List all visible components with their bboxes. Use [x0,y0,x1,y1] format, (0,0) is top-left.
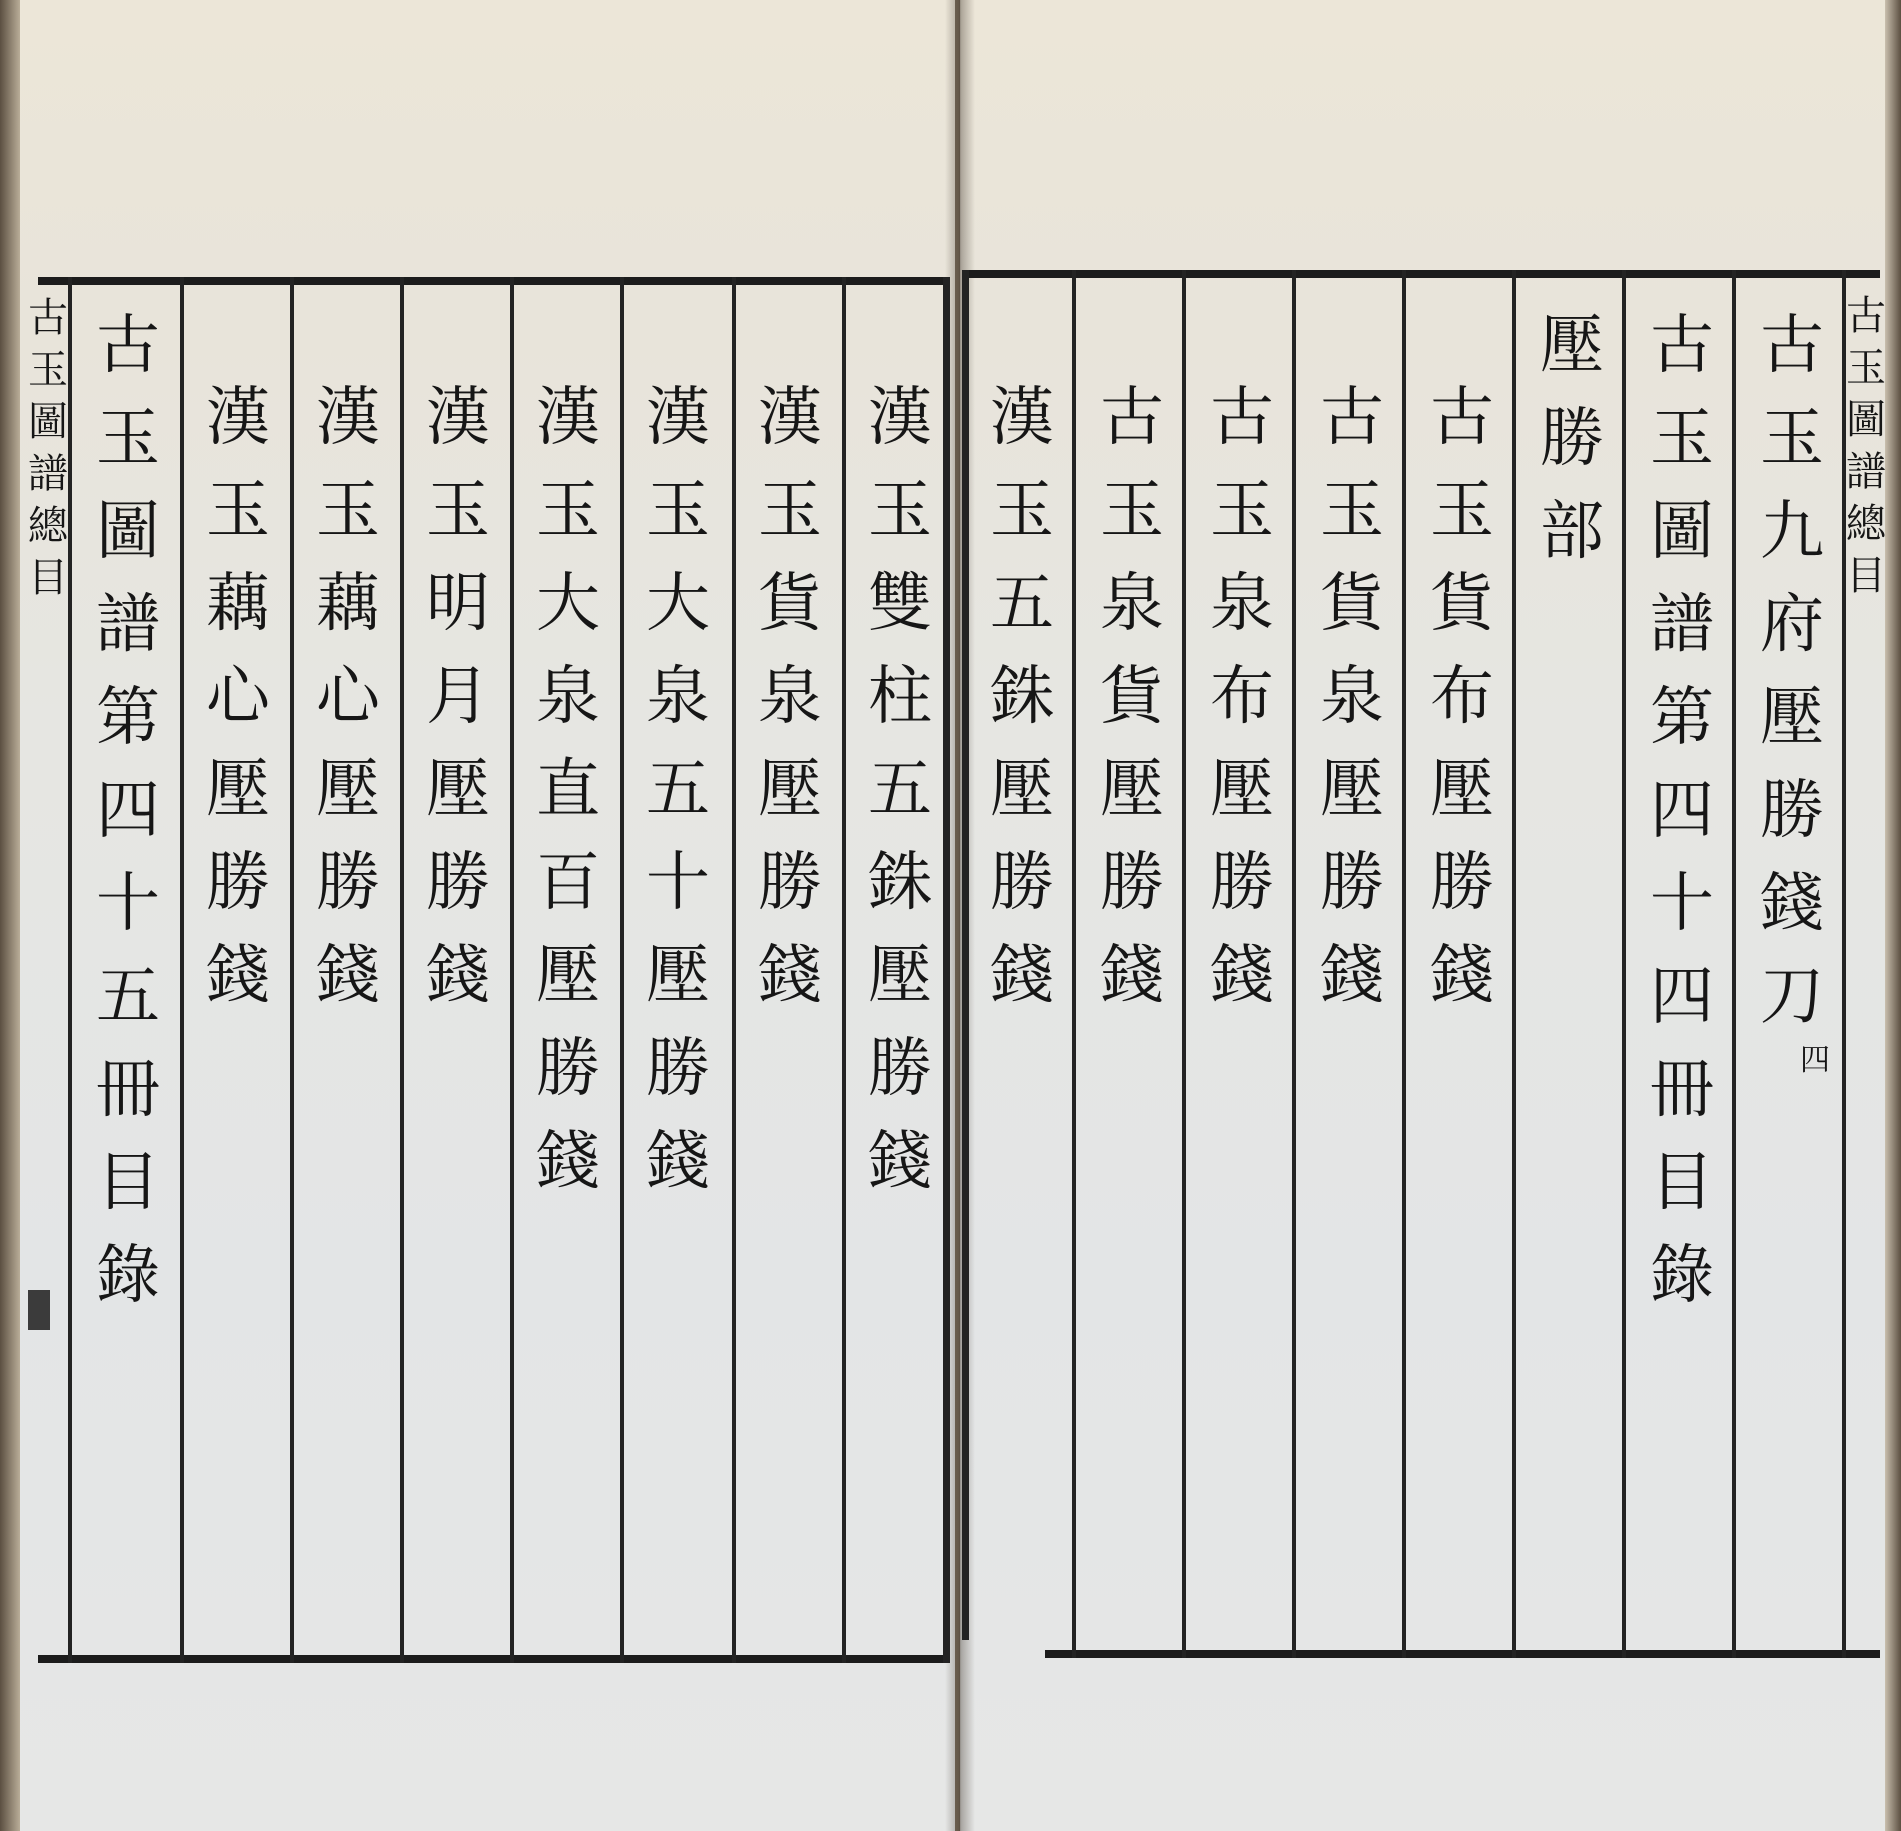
glyph: 十 [646,846,710,920]
glyph: 勝 [990,846,1054,920]
glyph: 勝 [868,1032,932,1106]
right-column-rule [1732,270,1736,1658]
glyph: 錄 [96,1239,160,1313]
glyph: 圖 [28,399,68,445]
left-column-entry [308,372,388,1023]
glyph: 玉 [646,474,710,548]
left-margin-title [28,292,68,604]
right-column-entry [1092,372,1172,1023]
glyph: 冊 [1650,1053,1714,1127]
glyph: 直 [536,753,600,827]
glyph: 漢 [536,381,600,455]
glyph: 貨 [1320,567,1384,641]
glyph: 錢 [1100,939,1164,1013]
glyph: 壓 [536,939,600,1013]
right-bottom-border [1045,1650,1880,1658]
glyph: 目 [1846,553,1886,599]
glyph: 貨 [758,567,822,641]
glyph: 布 [1430,660,1494,734]
left-top-border [38,277,950,285]
glyph: 總 [1846,501,1886,547]
right-top-border [962,270,1880,278]
glyph: 泉 [758,660,822,734]
glyph: 錢 [536,1125,600,1199]
glyph: 玉 [1650,402,1714,476]
glyph: 心 [316,660,380,734]
right-column-entry [1752,300,1832,1044]
glyph: 第 [96,681,160,755]
glyph: 大 [646,567,710,641]
glyph: 泉 [1210,567,1274,641]
glyph: 四 [96,774,160,848]
seal-mark [28,1290,50,1330]
left-column-rule [290,277,294,1663]
glyph: 玉 [1430,474,1494,548]
glyph: 勝 [758,846,822,920]
glyph: 漢 [316,381,380,455]
right-column-entry [1422,372,1502,1023]
glyph: 五 [868,753,932,827]
glyph: 目 [96,1146,160,1220]
left-outer-border [943,277,950,1663]
left-fold-line [68,277,72,1663]
right-column-rule [1622,270,1626,1658]
glyph: 漢 [990,381,1054,455]
glyph: 玉 [28,347,68,393]
glyph: 布 [1210,660,1274,734]
glyph: 玉 [1760,402,1824,476]
glyph: 壓 [206,753,270,827]
glyph: 目 [28,555,68,601]
glyph: 十 [1650,867,1714,941]
glyph: 玉 [536,474,600,548]
left-column-entry [418,372,498,1023]
glyph: 玉 [758,474,822,548]
glyph: 錢 [1760,867,1824,941]
glyph: 壓 [758,753,822,827]
glyph: 玉 [868,474,932,548]
glyph: 勝 [536,1032,600,1106]
glyph: 雙 [868,567,932,641]
glyph: 古 [1320,381,1384,455]
right-outer-border [962,270,969,1640]
glyph: 貨 [1430,567,1494,641]
glyph: 漢 [206,381,270,455]
glyph: 泉 [1100,567,1164,641]
glyph: 勝 [1430,846,1494,920]
right-column-rule [1402,270,1406,1658]
glyph: 錢 [316,939,380,1013]
glyph: 勝 [1210,846,1274,920]
right-column-entry [1202,372,1282,1023]
book-edge-right [1885,0,1901,1831]
left-column-entry [860,372,940,1209]
left-column-rule [180,277,184,1663]
glyph: 玉 [206,474,270,548]
glyph: 古 [1760,309,1824,383]
glyph: 冊 [96,1053,160,1127]
glyph: 玉 [1210,474,1274,548]
glyph: 玉 [1846,345,1886,391]
glyph: 古 [1430,381,1494,455]
glyph: 漢 [426,381,490,455]
glyph: 勝 [646,1032,710,1106]
glyph: 大 [536,567,600,641]
book-edge-left [0,0,20,1831]
glyph: 五 [646,753,710,827]
glyph: 勝 [316,846,380,920]
glyph: 玉 [96,402,160,476]
glyph: 古 [1846,293,1886,339]
glyph: 刀 [1760,960,1824,1034]
left-column-entry [198,372,278,1023]
glyph: 漢 [758,381,822,455]
glyph: 譜 [96,588,160,662]
glyph: 壓 [1430,753,1494,827]
glyph: 壓 [316,753,380,827]
glyph: 錄 [1650,1239,1714,1313]
glyph: 錢 [646,1125,710,1199]
glyph: 四 [1650,774,1714,848]
left-column-rule [400,277,404,1663]
glyph: 壓 [1320,753,1384,827]
left-column-title [88,300,168,1323]
glyph: 勝 [1320,846,1384,920]
glyph: 壓 [646,939,710,1013]
glyph: 總 [28,503,68,549]
glyph: 勝 [1100,846,1164,920]
glyph: 四 [1650,960,1714,1034]
glyph: 十 [96,867,160,941]
glyph: 圖 [1846,397,1886,443]
right-column-title [1642,300,1722,1323]
glyph: 壓 [1760,681,1824,755]
glyph: 古 [1210,381,1274,455]
right-column-section [1532,300,1612,579]
glyph: 錢 [758,939,822,1013]
left-column-entry [750,372,830,1023]
glyph: 泉 [1320,660,1384,734]
glyph: 錢 [1320,939,1384,1013]
glyph: 部 [1540,495,1604,569]
left-column-entry [638,372,718,1209]
glyph: 錢 [868,1125,932,1199]
left-column-rule [732,277,736,1663]
glyph: 柱 [868,660,932,734]
glyph: 五 [96,960,160,1034]
glyph: 古 [28,295,68,341]
glyph: 勝 [426,846,490,920]
glyph: 貨 [1100,660,1164,734]
left-column-rule [842,277,846,1663]
right-margin-title [1848,290,1884,602]
glyph: 玉 [1100,474,1164,548]
glyph: 壓 [990,753,1054,827]
glyph: 府 [1760,588,1824,662]
glyph: 勝 [1760,774,1824,848]
glyph: 勝 [1540,402,1604,476]
glyph: 壓 [426,753,490,827]
glyph: 漢 [646,381,710,455]
glyph: 心 [206,660,270,734]
glyph: 壓 [1540,309,1604,383]
left-column-rule [620,277,624,1663]
glyph: 月 [426,660,490,734]
glyph: 漢 [868,381,932,455]
right-column-rule [1182,270,1186,1658]
right-column-entry [1312,372,1392,1023]
glyph: 錢 [426,939,490,1013]
glyph: 壓 [1100,753,1164,827]
glyph: 玉 [990,474,1054,548]
glyph: 壓 [1210,753,1274,827]
glyph: 泉 [536,660,600,734]
right-column-entry [982,372,1062,1023]
small-note: 四 [1800,1043,1830,1078]
right-column-rule [1292,270,1296,1658]
glyph: 錢 [990,939,1054,1013]
right-column-rule [1512,270,1516,1658]
glyph: 泉 [646,660,710,734]
glyph: 第 [1650,681,1714,755]
glyph: 藕 [316,567,380,641]
glyph: 譜 [1846,449,1886,495]
glyph: 壓 [868,939,932,1013]
glyph: 玉 [1320,474,1384,548]
glyph: 五 [990,567,1054,641]
glyph: 譜 [1650,588,1714,662]
glyph: 玉 [426,474,490,548]
glyph: 譜 [28,451,68,497]
glyph: 勝 [206,846,270,920]
glyph: 圖 [1650,495,1714,569]
right-column-rule [1072,270,1076,1658]
glyph: 明 [426,567,490,641]
glyph: 百 [536,846,600,920]
glyph: 玉 [316,474,380,548]
glyph: 銖 [868,846,932,920]
glyph: 古 [1650,309,1714,383]
glyph: 銖 [990,660,1054,734]
left-column-entry [528,372,608,1209]
glyph: 藕 [206,567,270,641]
glyph: 錢 [1210,939,1274,1013]
glyph: 古 [96,309,160,383]
glyph: 錢 [1430,939,1494,1013]
glyph: 古 [1100,381,1164,455]
left-column-rule [510,277,514,1663]
glyph: 錢 [206,939,270,1013]
glyph: 目 [1650,1146,1714,1220]
glyph: 九 [1760,495,1824,569]
left-bottom-border [38,1655,950,1663]
glyph: 圖 [96,495,160,569]
